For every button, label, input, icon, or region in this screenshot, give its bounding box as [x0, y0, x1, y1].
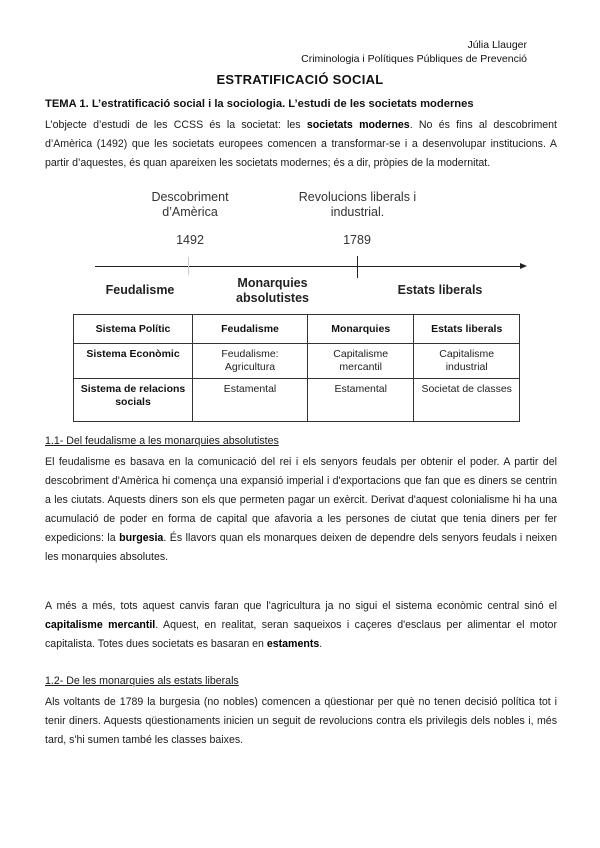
paragraph-text: . Aquest, en realitat, seran saqueixos i caçeres d'esclaus per alimentar el motor capitalista. Totes dues societats es basaran en: [45, 619, 557, 650]
row-header: Sistema Polític: [74, 315, 193, 344]
timeline-event-1-label: [130, 190, 250, 220]
table-cell: Capitalisme industrial: [414, 344, 520, 379]
paragraph-text: El feudalisme es basava en la comunicació del rei i els senyors feudals per obtenir el poder. A partir del descobriment d'Amèrica hi comença una expansió imperial i d'exportacions que fan que es diners se centrin a les ciutats. Aquests diners son els que permeten pagar un exèrcit. Derivat d'aquest colonialisme hi ha una acumulació de poder en forma de capital que afavoria a les persones de ciutat que tenia diners per fer expedicions: la: [45, 456, 557, 544]
table-cell: Societat de classes: [414, 379, 520, 422]
intro-bold: societats modernes: [306, 119, 410, 131]
event-1-line-2: d’Amèrica: [162, 205, 218, 219]
paragraph-bold: burgesia: [119, 532, 164, 544]
section-1-1-paragraph-2: [45, 597, 557, 654]
paragraph-text: A més a més, tots aquest canvis faran que l'agricultura ja no sigui el sistema econòmic central sinó el: [45, 600, 557, 612]
header-author: Júlia Llauger: [467, 39, 527, 51]
timeline-axis: [95, 266, 525, 267]
table-cell: Capitalisme mercantil: [308, 344, 414, 379]
paragraph-bold: capitalisme mercantil: [45, 619, 156, 631]
era-3-line-1: Estats liberals: [397, 283, 483, 297]
row-header: Sistema de relacions socials: [74, 379, 193, 422]
era-2-line-2: absolutistes: [236, 291, 309, 305]
intro-text-2: . No és fins al descobriment d’Amèrica (1492) que les societats europees comencen a transformar-se i a desenvolupar institucions. A partir d’aquestes, és quan apareixen les societats modernes; és a dir, pròpies de la modernitat.: [45, 119, 558, 169]
section-1-1-heading: 1.1- Del feudalisme a les monarquies absolutistes: [45, 435, 279, 447]
section-1-1-paragraph-1: [45, 453, 557, 567]
timeline-era-2: [225, 276, 320, 306]
timeline-era-3: [390, 283, 490, 298]
table-cell: Estamental: [308, 379, 414, 422]
paragraph-bold: estaments: [266, 638, 320, 650]
table-row: [74, 344, 520, 379]
section-1-2-paragraph-1: Als voltants de 1789 la burgesia (no nobles) comencen a qüestionar per què no tenen decisió política tot i tenir diners. Aquests qüestionaments inicien un seguit de revolucions contra els privilegis dels nobles i, més tard, s'hi sumen també les classes baixes.: [45, 696, 557, 746]
timeline-year-1: 1492: [176, 233, 204, 247]
systems-table: [73, 314, 520, 422]
row-header: Sistema Econòmic: [74, 344, 193, 379]
event-2-line-1: Revolucions liberals i: [298, 190, 417, 204]
timeline-tick-1: [188, 257, 189, 275]
intro-text: L’objecte d’estudi de les CCSS és la societat: les: [45, 119, 307, 131]
table-row: [74, 379, 520, 422]
timeline-year-2: 1789: [343, 233, 371, 247]
paragraph-text: .: [319, 638, 323, 650]
header-course: Criminologia i Polítiques Públiques de Prevenció: [301, 53, 527, 65]
event-1-line-1: Descobriment: [151, 190, 229, 204]
table-cell: Estamental: [193, 379, 308, 422]
table-cell: Monarquies: [308, 315, 414, 344]
timeline-event-2-label: [285, 190, 430, 220]
table-cell: Estats liberals: [414, 315, 520, 344]
table-row: [74, 315, 520, 344]
era-1-line-1: Feudalisme: [105, 283, 175, 297]
era-2-line-1: Monarquies: [237, 276, 308, 290]
event-2-line-2: industrial.: [330, 205, 385, 219]
section-1-2-heading: 1.2- De les monarquies als estats liberals: [45, 675, 239, 687]
table-cell: Feudalisme: [193, 315, 308, 344]
timeline-era-1: [100, 283, 180, 298]
topic-heading: TEMA 1. L’estratificació social i la sociologia. L’estudi de les societats modernes: [45, 98, 474, 110]
paragraph-text: . És llavors quan els monarques deixen de dependre dels senyors feudals i neixen les monarquies absolutes.: [45, 532, 557, 563]
document-title: ESTRATIFICACIÓ SOCIAL: [216, 72, 384, 87]
arrow-right-icon: [520, 263, 527, 269]
timeline-tick-2: [357, 256, 358, 278]
intro-paragraph: [45, 116, 557, 173]
table-cell: Feudalisme: Agricultura: [193, 344, 308, 379]
